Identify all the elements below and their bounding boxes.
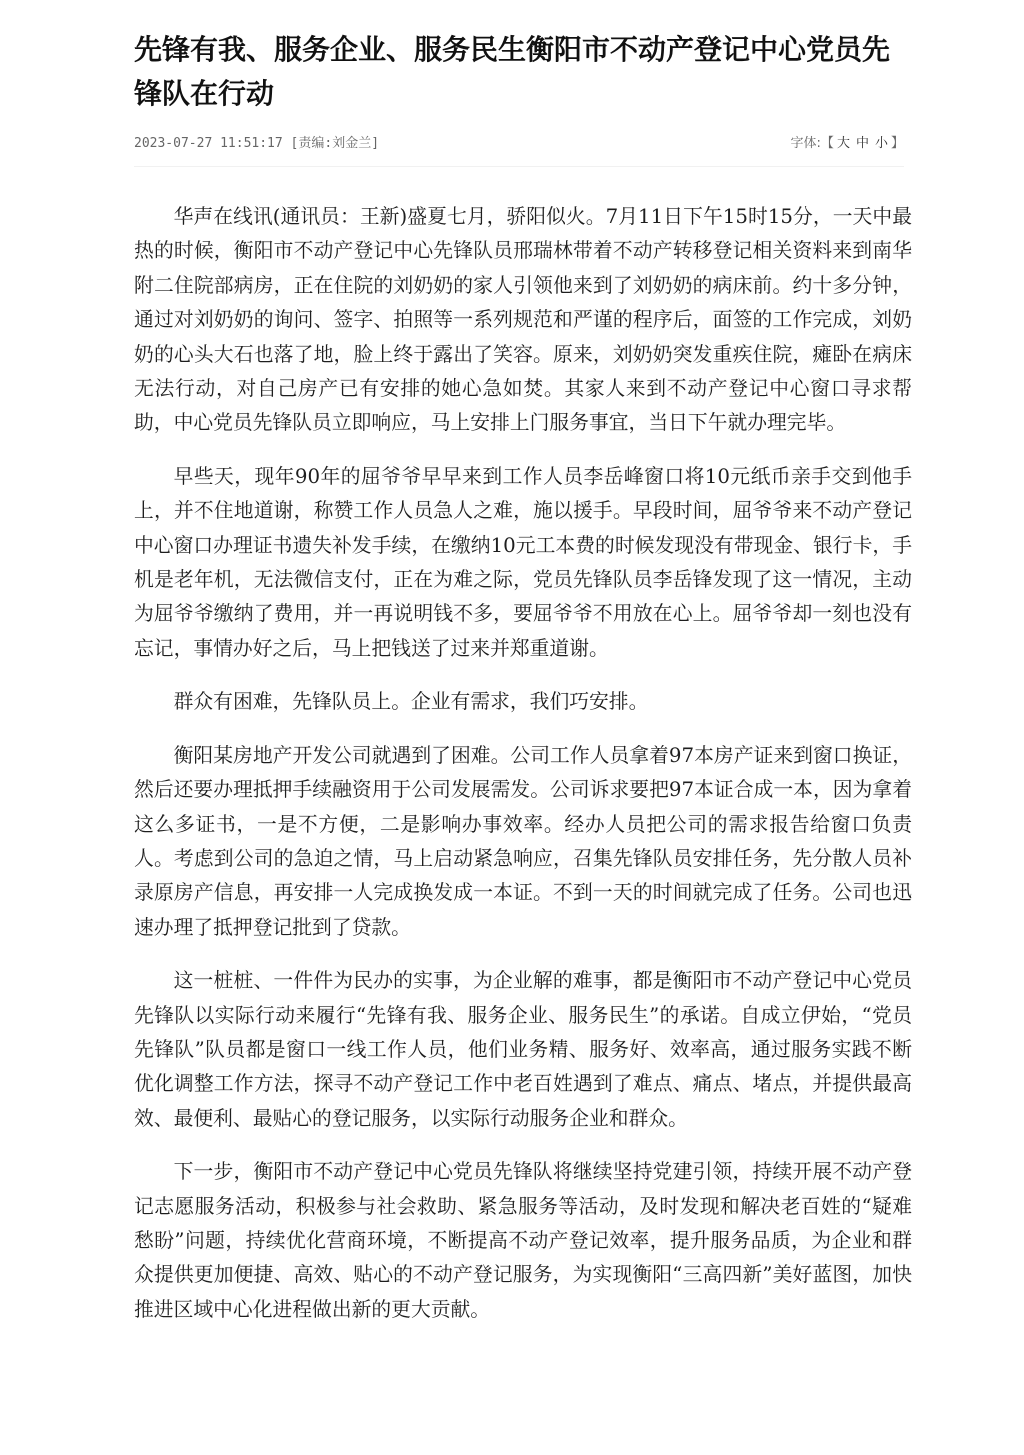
article-paragraph: 下一步，衡阳市不动产登记中心党员先锋队将继续坚持党建引领，持续开展不动产登记志愿服务活动，积极参与社会救助、紧急服务等活动，及时发现和解决老百姓的“疑难愁盼”问题，持续优化营商环境，不断提高不动产登记效率，提升服务品质，为企业和群众提供更加便捷、高效、贴心的不动产登记服务，为实现衡阳“三高四新”美好蓝图，加快推进区域中心化进程做出新的更大贡献。 (134, 1160, 912, 1321)
article-paragraph: 华声在线讯(通讯员：王新)盛夏七月，骄阳似火。7月11日下午15时15分，一天中最热的时候，衡阳市不动产登记中心先锋队员邢瑞林带着不动产转移登记相关资料来到南华附二住院部病房，正在住院的刘奶奶的家人引领他来到了刘奶奶的病床前。约十多分钟，通过对刘奶奶的询问、签字、拍照等一系列规范和严谨的程序后，面签的工作完成，刘奶奶的心头大石也落了地，脸上终于露出了笑容。原来，刘奶奶突发重疾住院，瘫卧在病床无法行动，对自己房产已有安排的她心急如焚。其家人来到不动产登记中心窗口寻求帮助，中心党员先锋队员立即响应，马上安排上门服务事宜，当日下午就办理完毕。 (134, 205, 912, 435)
editor-credit: [责编:刘金兰] (290, 136, 380, 151)
article-title: 先锋有我、服务企业、服务民生衡阳市不动产登记中心党员先锋队在行动 (134, 33, 891, 110)
font-size-bracket-close: 】 (890, 136, 904, 151)
font-size-label: 字体: (790, 136, 821, 151)
publish-datetime: 2023-07-27 11:51:17 (134, 136, 283, 151)
font-size-large-link[interactable]: 大 (836, 136, 850, 151)
font-size-switcher (791, 134, 904, 154)
article-paragraph: 早些天，现年90年的屈爷爷早早来到工作人员李岳峰窗口将10元纸币亲手交到他手上，并不住地道谢，称赞工作人员急人之难，施以援手。早段时间，屈爷爷来不动产登记中心窗口办理证书遗失补发手续，在缴纳10元工本费的时候发现没有带现金、银行卡，手机是老年机，无法微信支付，正在为难之际，党员先锋队员李岳锋发现了这一情况，主动为屈爷爷缴纳了费用，并一再说明钱不多，要屈爷爷不用放在心上。屈爷爷却一刻也没有忘记，事情办好之后，马上把钱送了过来并郑重道谢。 (134, 464, 912, 660)
publish-info (134, 134, 379, 154)
article-paragraph: 群众有困难，先锋队员上。企业有需求，我们巧安排。 (173, 690, 649, 714)
header-divider (134, 166, 904, 167)
font-size-medium-link[interactable]: 中 (855, 136, 869, 151)
font-size-bracket-open: 【 (820, 136, 834, 151)
font-size-small-link[interactable]: 小 (874, 136, 888, 151)
article-paragraph: 衡阳某房地产开发公司就遇到了困难。公司工作人员拿着97本房产证来到窗口换证，然后还要办理抵押手续融资用于公司发展需发。公司诉求要把97本证合成一本，因为拿着这么多证书，一是不方便，二是影响办事效率。经办人员把公司的需求报告给窗口负责人。考虑到公司的急迫之情，马上启动紧急响应，召集先锋队员安排任务，先分散人员补录原房产信息，再安排一人完成换发成一本证。不到一天的时间就完成了任务。公司也迅速办理了抵押登记批到了贷款。 (134, 743, 912, 939)
article-body (134, 200, 912, 1346)
article-meta (134, 134, 904, 154)
article-paragraph: 这一桩桩、一件件为民办的实事，为企业解的难事，都是衡阳市不动产登记中心党员先锋队以实际行动来履行“先锋有我、服务企业、服务民生”的承诺。自成立伊始，“党员先锋队”队员都是窗口一线工作人员，他们业务精、服务好、效率高，通过服务实践不断优化调整工作方法，探寻不动产登记工作中老百姓遇到了难点、痛点、堵点，并提供最高效、最便利、最贴心的登记服务，以实际行动服务企业和群众。 (134, 969, 912, 1130)
